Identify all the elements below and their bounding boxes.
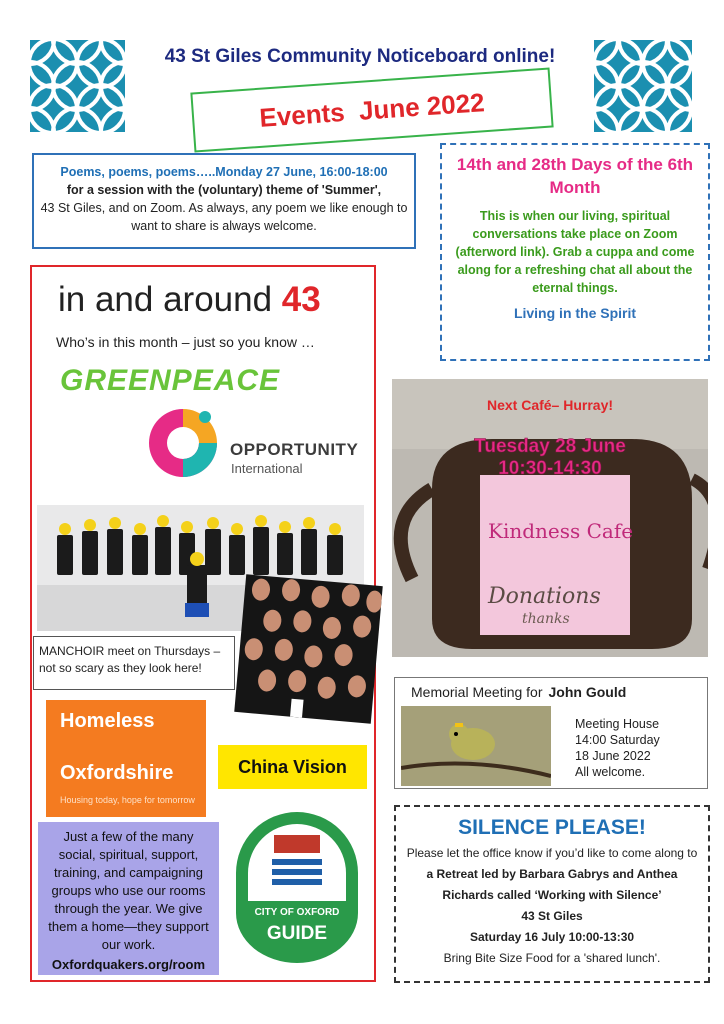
homeless-oxfordshire-logo: [46, 700, 206, 817]
memorial-line1: Meeting House: [575, 717, 660, 731]
cafe-time: 10:30-14:30: [498, 458, 602, 479]
poems-heading: Poems, poems, poems…..Monday 27 June, 16:00-18:00: [60, 165, 388, 179]
memorial-line4: All welcome.: [575, 765, 646, 779]
memorial-title: [411, 684, 626, 700]
events-banner: [190, 68, 553, 153]
events-heading: Events June 2022: [258, 87, 486, 133]
opportunity-logo-icon: [143, 403, 223, 483]
in-around-subtitle: Who’s in this month – just so you know …: [56, 334, 315, 350]
lattice-pattern-icon: [594, 40, 692, 132]
poems-theme: for a session with the (voluntary) theme of 'Summer',: [66, 183, 382, 197]
china-vision-label: China Vision: [218, 745, 367, 789]
sign-thanks: thanks: [522, 611, 570, 627]
silence-intro: Please let the office know if you’d like to come along to: [406, 846, 698, 860]
page-title: 43 St Giles Community Noticeboard online!: [164, 46, 556, 67]
memorial-line3: 18 June 2022: [575, 749, 651, 763]
groups-text: Just a few of the many social, spiritual, support, training, and campaigning groups who use our rooms through the year. We give them a home—they support our work.: [48, 829, 209, 952]
in-around-title-text: in and around: [58, 280, 282, 319]
memorial-name: John Gould: [548, 684, 627, 700]
silence-retreat: a Retreat led by Barbara Gabrys and Anthea Richards called ‘Working with Silence’: [426, 867, 678, 902]
silence-heading: SILENCE PLEASE!: [458, 816, 646, 839]
silence-body: [404, 843, 700, 969]
sign-title: Kindness Cafe: [488, 519, 634, 543]
header-tile-left: [30, 40, 125, 132]
memorial-notice: [394, 677, 708, 789]
guide-city: CITY OF OXFORD: [254, 907, 340, 918]
bird-photo: [401, 706, 551, 786]
cafe-date: Tuesday 28 June: [474, 436, 626, 457]
silence-place: 43 St Giles: [521, 909, 583, 923]
groups-note: [38, 822, 219, 975]
silence-food: Bring Bite Size Food for a 'shared lunch'.: [443, 951, 661, 965]
cafe-datetime: [392, 436, 708, 480]
spirit-body: This is when our living, spiritual conversations take place on Zoom (afterword link). Grab a cuppa and come along for a refreshing chat all about the eternal things.: [455, 209, 695, 295]
spirit-notice: [440, 143, 710, 361]
groups-link[interactable]: Oxfordquakers.org/room: [51, 957, 206, 972]
lattice-pattern-icon: [30, 40, 125, 132]
manchoir-caption: MANCHOIR meet on Thursdays – not so scary as they look here!: [33, 636, 235, 690]
homeless-tagline: Housing today, hope for tomorrow: [60, 795, 195, 805]
memorial-line2: 14:00 Saturday: [575, 733, 660, 747]
cafe-announcement: Next Café– Hurray!: [486, 397, 614, 413]
silence-date: Saturday 16 July 10:00-13:30: [469, 930, 635, 944]
city-of-oxford-guide-badge: [232, 803, 362, 963]
header-tile-right: [594, 40, 692, 132]
opportunity-subname: International: [231, 461, 303, 476]
memorial-title-text: Memorial Meeting for: [411, 684, 543, 700]
poems-notice: [32, 153, 416, 249]
kindness-cafe-photo: [392, 379, 708, 657]
in-around-title: [58, 280, 378, 320]
in-around-title-number: 43: [281, 280, 321, 319]
spirit-heading: 14th and 28th Days of the 6th Month: [456, 155, 694, 197]
memorial-details: [575, 716, 660, 780]
guide-word: GUIDE: [266, 923, 328, 944]
homeless-line2: Oxfordshire: [60, 762, 174, 784]
poems-details: 43 St Giles, and on Zoom. As always, any poem we like enough to want to share is always welcome.: [40, 201, 408, 233]
greenpeace-logo: GREENPEACE: [60, 364, 281, 397]
spirit-footer: Living in the Spirit: [513, 305, 637, 321]
silence-retreat-notice: [394, 805, 710, 983]
opportunity-name: OPPORTUNITY: [230, 440, 359, 459]
sign-donations: Donations: [488, 584, 601, 609]
homeless-line1: Homeless: [60, 710, 155, 732]
manchoir-photo: [234, 574, 383, 723]
